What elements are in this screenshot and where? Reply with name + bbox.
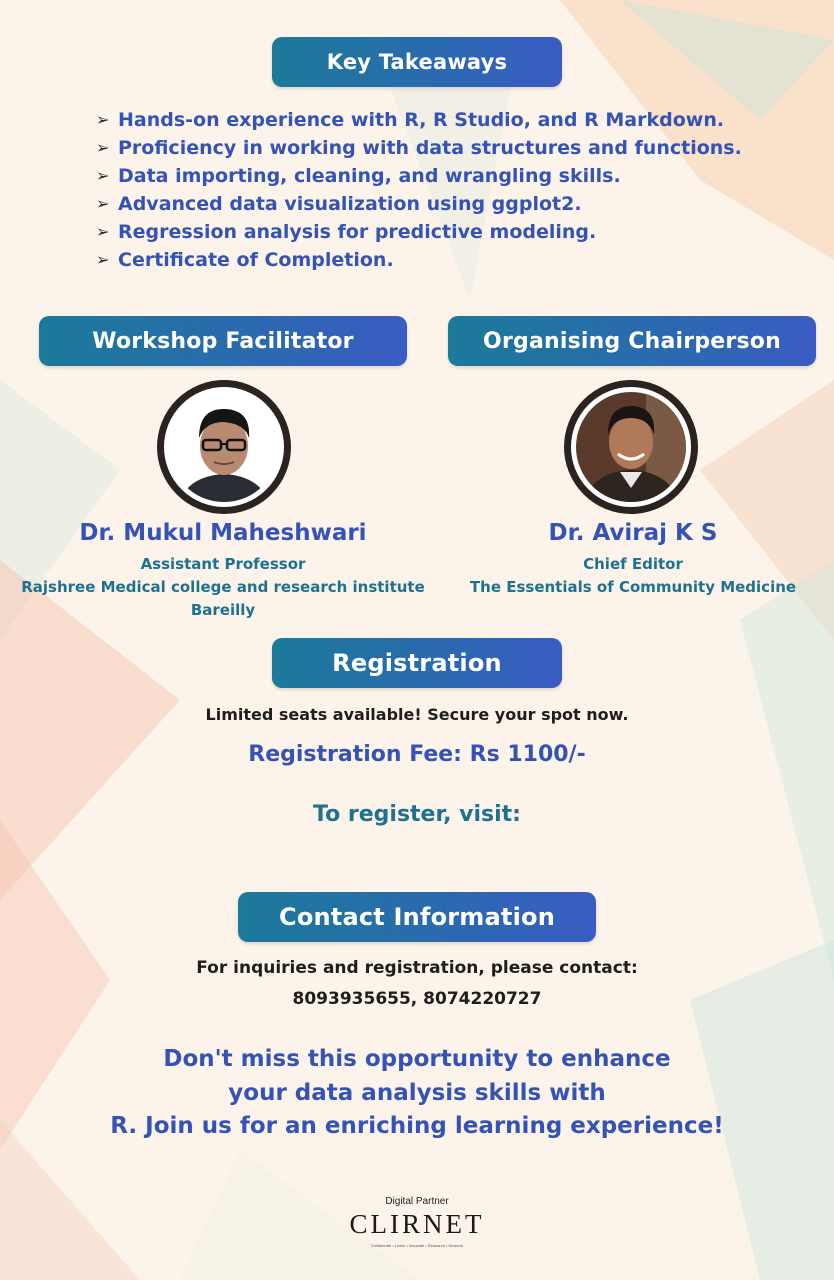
arrow-bullet-icon: ➢ [96,194,110,213]
facilitator-role: Assistant Professor [140,555,306,573]
clirnet-tagline: Collaborate • Learn • Innovate • Research • Network [370,1243,464,1248]
chairperson-role: Chief Editor [583,555,683,573]
digital-partner-label: Digital Partner [385,1196,449,1207]
registration-notice: Limited seats available! Secure your spot now. [205,705,629,724]
key-takeaways-heading [272,37,562,87]
arrow-bullet-icon: ➢ [96,138,110,157]
person-photo-icon [576,392,686,502]
facilitator-heading: Workshop Facilitator [39,316,407,366]
contact-prompt: For inquiries and registration, please contact: [196,958,638,978]
facilitator-location: Bareilly [190,601,256,619]
chairperson-heading: Organising Chairperson [448,316,816,366]
arrow-bullet-icon: ➢ [96,166,110,185]
registration-fee: Registration Fee: Rs 1100/- [248,742,586,767]
chairperson-institution: The Essentials of Community Medicine [469,578,797,596]
list-item: ➢ Hands-on experience with R, R Studio, and R Markdown. [96,106,742,134]
register-visit-label: To register, visit: [313,802,521,827]
facilitator-avatar [157,380,291,514]
facilitator-name: Dr. Mukul Maheshwari [79,520,367,546]
person-photo-icon [169,392,279,502]
closing-line-3: R. Join us for an enriching learning experience! [110,1113,724,1139]
clirnet-logo: CLIRNET [349,1209,485,1239]
arrow-bullet-icon: ➢ [96,250,110,269]
closing-line-1: Don't miss this opportunity to enhance [163,1046,671,1072]
list-item: ➢ Data importing, cleaning, and wrangling skills. [96,162,742,190]
facilitator-institution: Rajshree Medical college and research institute [21,578,425,596]
list-item: ➢ Advanced data visualization using ggplot2. [96,190,742,218]
key-takeaways-title: Key Takeaways [326,50,508,74]
arrow-bullet-icon: ➢ [96,222,110,241]
closing-line-2: your data analysis skills with [228,1080,606,1106]
takeaways-list [96,106,742,274]
contact-phones[interactable]: 8093935655, 8074220727 [292,989,542,1009]
chairperson-name: Dr. Aviraj K S [548,520,718,546]
list-item: ➢ Regression analysis for predictive modeling. [96,218,742,246]
chairperson-avatar [564,380,698,514]
arrow-bullet-icon: ➢ [96,110,110,129]
contact-heading: Contact Information [238,892,596,942]
registration-heading: Registration [272,638,562,688]
list-item: ➢ Certificate of Completion. [96,246,742,274]
list-item: ➢ Proficiency in working with data structures and functions. [96,134,742,162]
